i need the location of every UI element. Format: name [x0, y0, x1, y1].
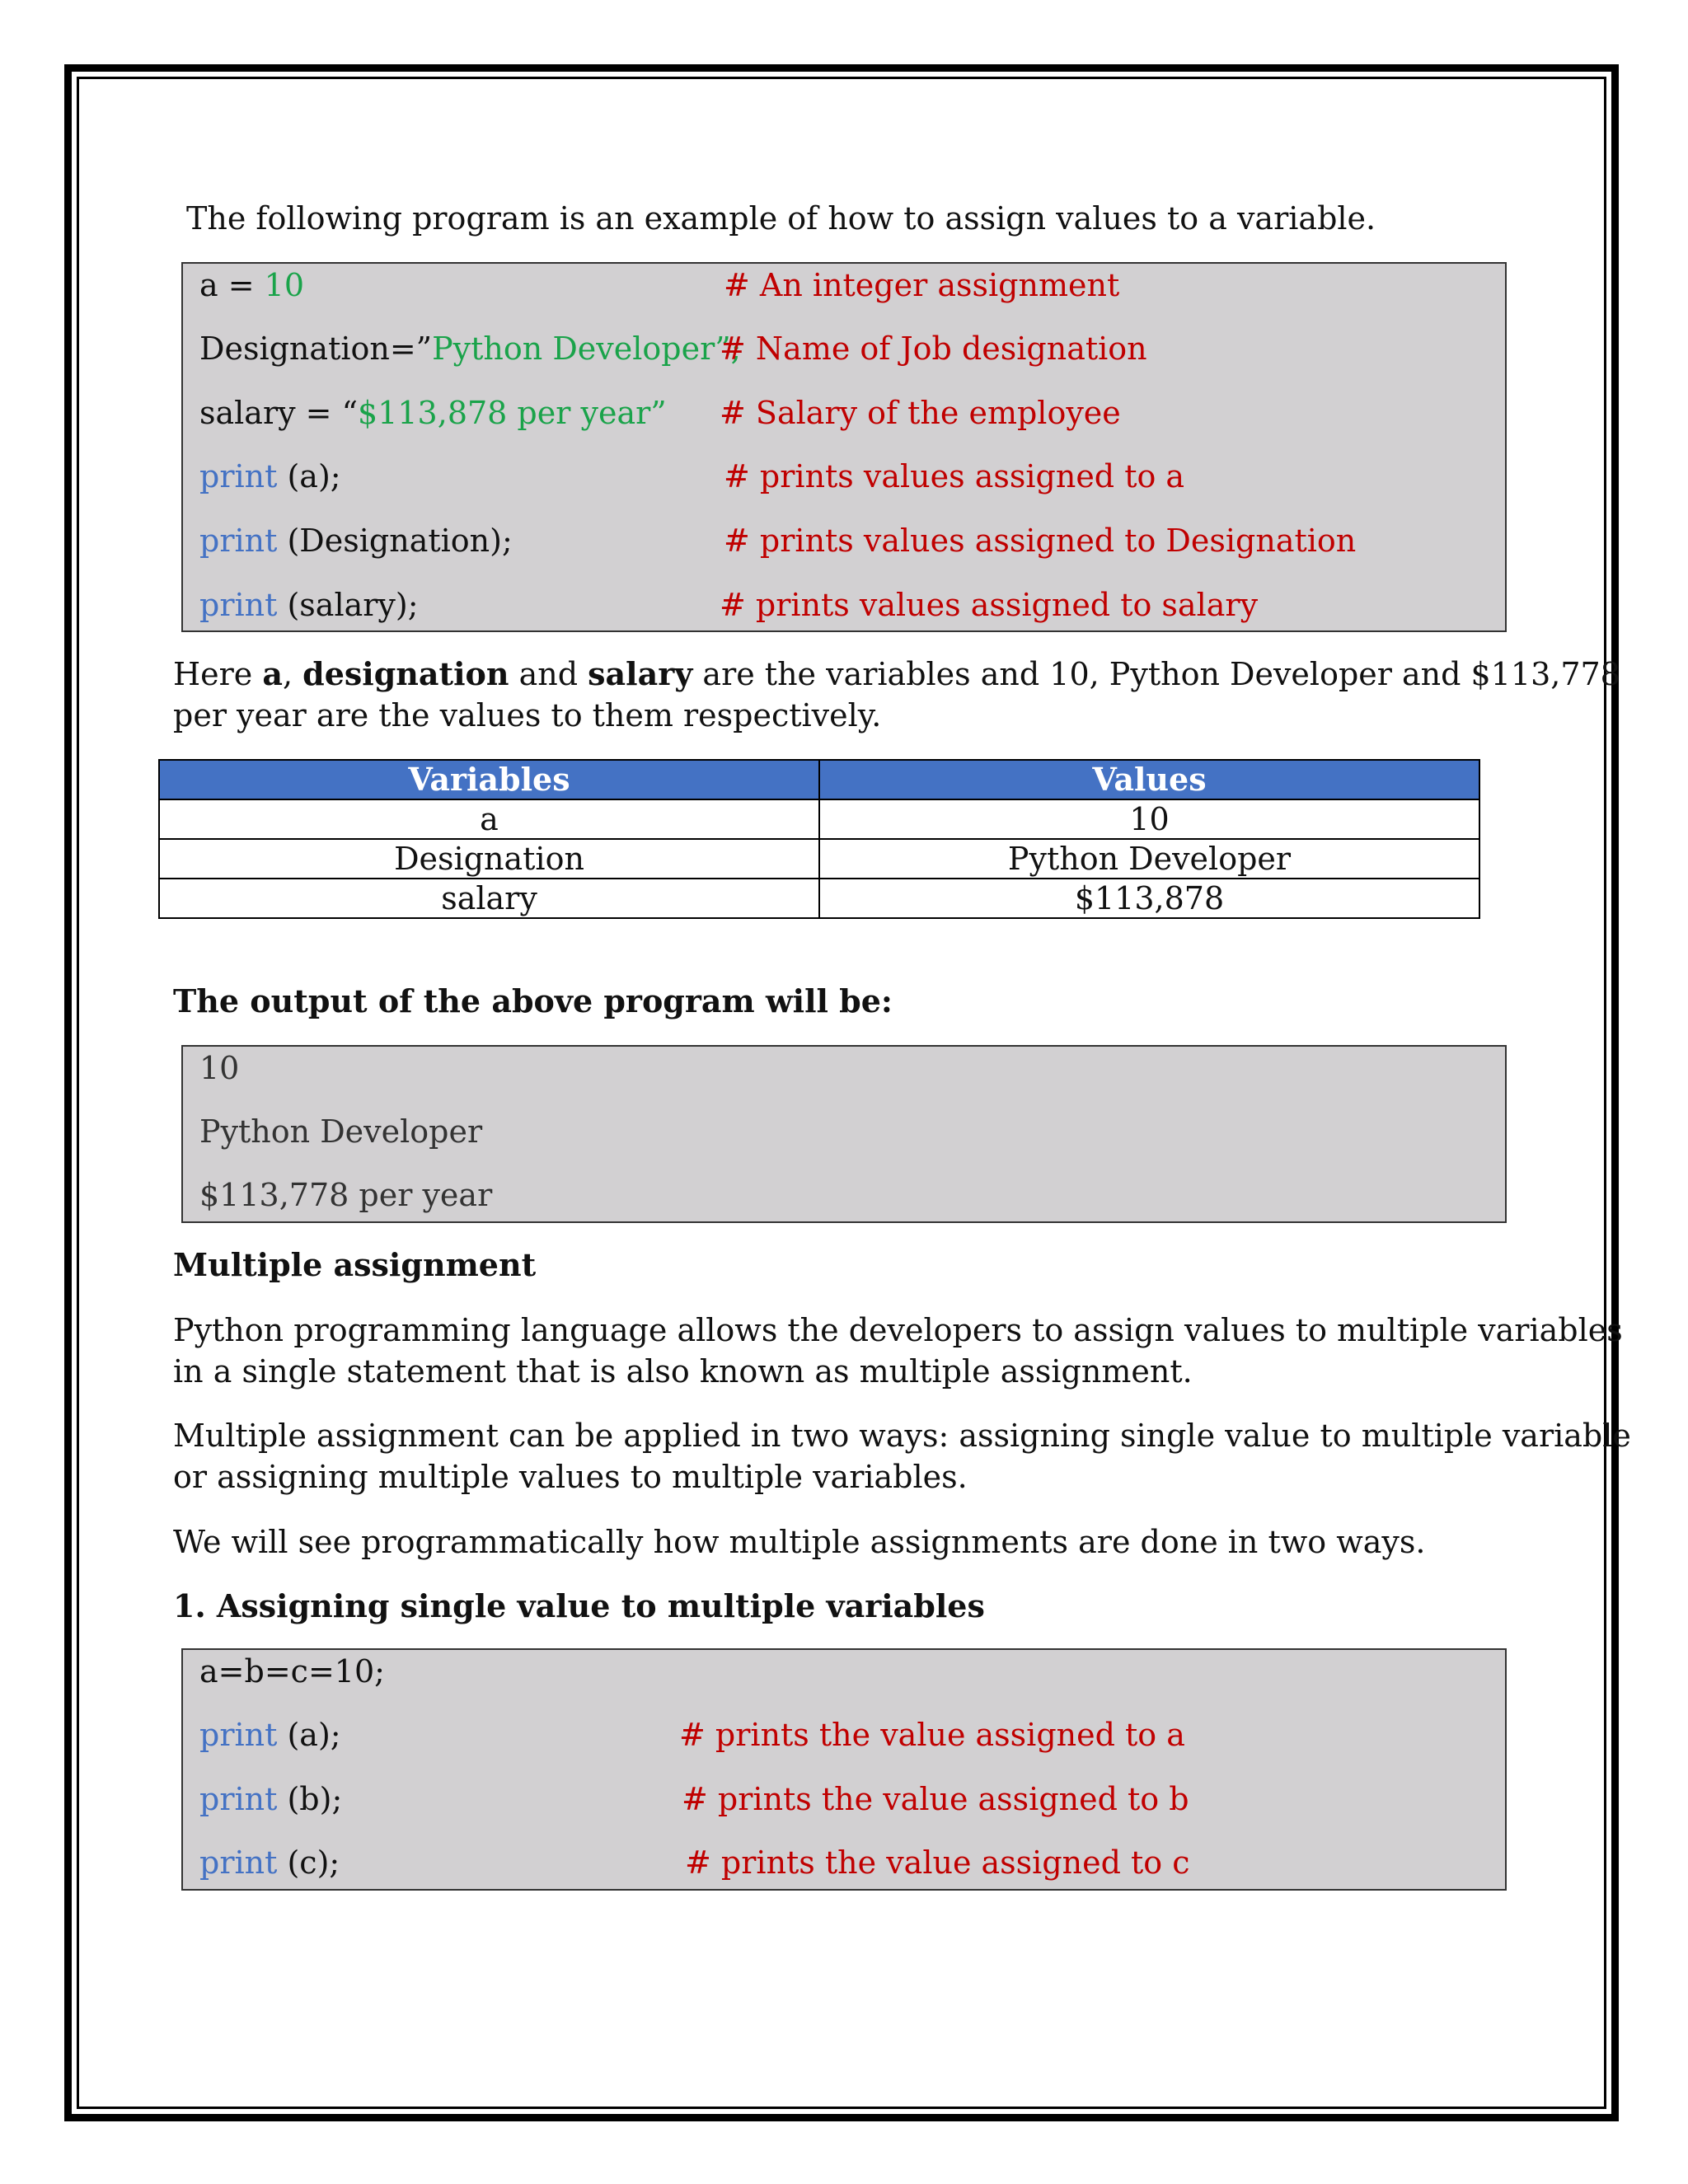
- code-block-2: [181, 1648, 1507, 1891]
- code-token: print: [199, 523, 278, 559]
- multi-para-1-line-1: Python programming language allows the developers to assign values to multiple variables: [173, 1312, 1623, 1348]
- output-block: [181, 1045, 1507, 1223]
- code1-line-4: [199, 458, 341, 494]
- code1-line-2: [199, 330, 741, 367]
- explain-text: ,: [282, 656, 303, 692]
- table-cell: a: [159, 799, 819, 839]
- table-header-values: Values: [819, 760, 1479, 799]
- code1-comment-6: # prints values assigned to salary: [720, 587, 1259, 623]
- code1-line-6: [199, 587, 419, 623]
- code2-line-3: [199, 1781, 342, 1817]
- output-line-1: 10: [199, 1050, 240, 1086]
- code1-line-5: [199, 523, 513, 559]
- code2-comment-4: # prints the value assigned to c: [685, 1844, 1190, 1881]
- multiple-assignment-heading: Multiple assignment: [173, 1246, 537, 1283]
- table-row: [159, 799, 1479, 839]
- table-cell: $113,878: [819, 879, 1479, 918]
- code1-line-3: [199, 395, 667, 431]
- explain-var-designation: designation: [302, 655, 509, 692]
- code-token: a=b=c=10;: [199, 1653, 385, 1690]
- multi-para-2-line-2: or assigning multiple values to multiple variables.: [173, 1459, 968, 1495]
- table-cell: 10: [819, 799, 1479, 839]
- section-1-heading: 1. Assigning single value to multiple variables: [173, 1587, 985, 1624]
- code1-comment-2: # Name of Job designation: [720, 330, 1147, 367]
- code2-comment-2: # prints the value assigned to a: [679, 1717, 1185, 1753]
- table-header-variables: Variables: [159, 760, 819, 799]
- code-token: print: [199, 458, 278, 494]
- code-token: (a);: [277, 1717, 341, 1753]
- code2-line-4: [199, 1844, 340, 1881]
- explain-var-salary: salary: [588, 655, 693, 692]
- code-token: (b);: [277, 1781, 343, 1817]
- code2-line-2: [199, 1717, 341, 1753]
- code-token: print: [199, 587, 278, 623]
- code-token: $113,878 per year”: [358, 395, 667, 431]
- code-token: print: [199, 1844, 278, 1881]
- explain-line-1: [173, 654, 1620, 695]
- explain-text: are the variables and 10, Python Developer and $113,778: [692, 656, 1620, 692]
- code1-comment-5: # prints values assigned to Designation: [724, 523, 1357, 559]
- table-cell: Designation: [159, 839, 819, 879]
- table-cell: salary: [159, 879, 819, 918]
- explain-text: and: [509, 656, 588, 692]
- output-line-2: Python Developer: [199, 1113, 483, 1150]
- table-row: [159, 879, 1479, 918]
- code1-comment-1: # An integer assignment: [724, 267, 1120, 303]
- code-token: (a);: [277, 458, 341, 494]
- multi-para-3: We will see programmatically how multiple assignments are done in two ways.: [173, 1524, 1426, 1560]
- code-token: print: [199, 1781, 278, 1817]
- output-heading: The output of the above program will be:: [173, 982, 893, 1019]
- code1-line-1: [199, 267, 304, 303]
- code1-comment-3: # Salary of the employee: [720, 395, 1121, 431]
- table-cell: Python Developer: [819, 839, 1479, 879]
- code-token: (Designation);: [277, 523, 513, 559]
- multi-para-1-line-2: in a single statement that is also known as multiple assignment.: [173, 1353, 1193, 1390]
- table-header-row: [159, 760, 1479, 799]
- code-token: Designation=”: [199, 330, 433, 367]
- code-token: a =: [199, 267, 265, 303]
- code-token: (salary);: [277, 587, 419, 623]
- code2-line-1: [199, 1653, 385, 1690]
- variables-table: [158, 759, 1480, 919]
- output-line-3: $113,778 per year: [199, 1177, 493, 1213]
- intro-text: The following program is an example of how to assign values to a variable.: [186, 200, 1376, 237]
- code2-comment-3: # prints the value assigned to b: [682, 1781, 1189, 1817]
- code-token: (c);: [277, 1844, 340, 1881]
- multi-para-2-line-1: Multiple assignment can be applied in two ways: assigning single value to multiple variable: [173, 1418, 1631, 1454]
- explain-text: Here: [173, 656, 263, 692]
- explain-line-2: per year are the values to them respectively.: [173, 697, 882, 733]
- code-token: print: [199, 1717, 278, 1753]
- code-block-1: [181, 262, 1507, 632]
- code-token: salary = “: [199, 395, 359, 431]
- table-row: [159, 839, 1479, 879]
- code1-comment-4: # prints values assigned to a: [724, 458, 1185, 494]
- code-token: 10: [264, 267, 305, 303]
- explain-var-a: a: [262, 655, 283, 692]
- code-token: Python Developer”;: [432, 330, 742, 367]
